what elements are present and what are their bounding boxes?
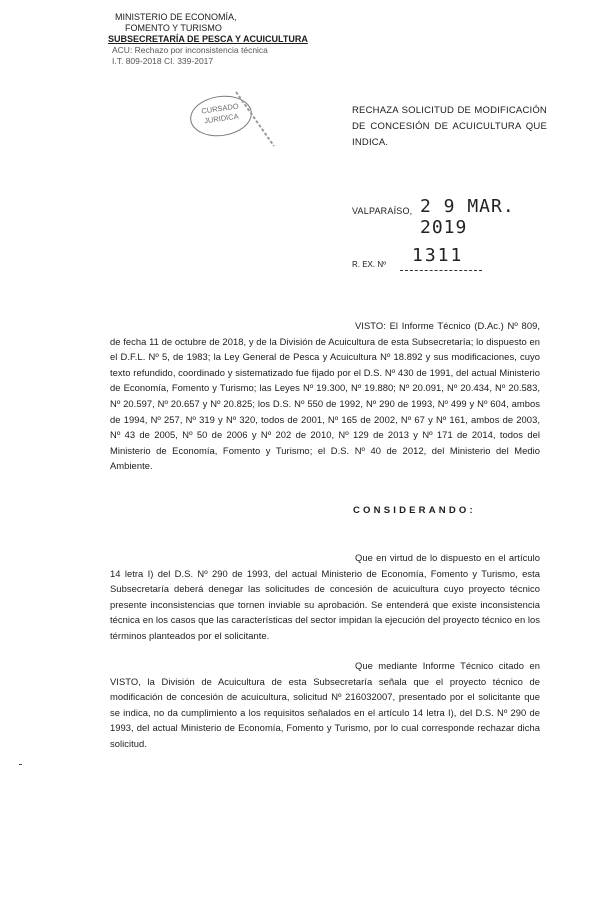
- margin-mark: [19, 764, 22, 765]
- reference-code: I.T. 809-2018 CI. 339-2017: [112, 56, 214, 66]
- considerando-paragraph-1: Que en virtud de lo dispuesto en el artículo 14 letra I) del D.S. Nº 290 de 1993, del actual Ministerio de Economía, Fomento y Turismo, esta Subsecretaría deberá denegar las solicitudes de concesión de acuicultura cuyo proyecto técnico presente inconsistencias que tornen inviable su aprobación. Se entenderá que existe inconsistencia técnica en los casos que las características del sector impidan la ejecución del proyecto técnico en los términos planteados por el solicitante.: [110, 552, 540, 641]
- stamp-line-2: JURIDICA: [203, 111, 240, 126]
- resolution-number: 1311: [412, 245, 464, 266]
- city: VALPARAÍSO,: [352, 206, 413, 216]
- letterhead: [108, 12, 308, 67]
- resolution-summary: RECHAZA SOLICITUD DE MODIFICACIÓN DE CONCESIÓN DE ACUICULTURA QUE INDICA.: [352, 105, 547, 148]
- dateline: [352, 196, 552, 238]
- visto-paragraph: VISTO: El Informe Técnico (D.Ac.) Nº 809, de fecha 11 de octubre de 2018, y de la División de Acuicultura de esta Subsecretaría; lo dispuesto en el D.F.L. Nº 5, de 1983; la Ley General de Pesca y Acuicultura Nº 18.892 y sus modificaciones, cuyo texto refundido, coordinado y sistematizado fue fijado por el D.S. Nº 430 de 1991, del actual Ministerio de Economía, Fomento y Turismo; las Leyes Nº 19.300, Nº 19.880; Nº 20.091, Nº 20.434, Nº 20.583, Nº 20.597, Nº 20.657 y Nº 20.825; los D.S. Nº 550 de 1992, Nº 290 de 1993, Nº 499 y Nº 604, ambos de 1994, Nº 257, Nº 319 y Nº 320, todos de 2001, Nº 165 de 2002, Nº 67 y Nº 161, ambos de 2003, Nº 43 de 2005, Nº 50 de 2006 y Nº 202 de 2010, Nº 129 de 2013 y Nº 171 de 2014, todos del Ministerio de Economía, Fomento y Turismo; el D.S. Nº 40 de 2012, del Ministerio del Medio Ambiente.: [110, 320, 540, 472]
- considerando-heading: CONSIDERANDO:: [353, 505, 476, 516]
- considerando-paragraph-2: Que mediante Informe Técnico citado en VISTO, la División de Acuicultura de esta Subsecretaría señala que el proyecto técnico de modificación de concesión de acuicultura, solicitud Nº 216032007, presentado por el solicitante que se indica, no da cumplimiento a los requisitos señalados en el artículo 14 letra I), del D.S. Nº 290 de 1993, del actual Ministerio de Economía, Fomento y Turismo, por lo cual corresponde rechazar dicha solicitud.: [110, 660, 540, 749]
- resolution-date: 2 9 MAR. 2019: [420, 196, 515, 238]
- resolution-number-label: R. EX. Nº: [352, 260, 387, 269]
- resolution-number-block: [352, 245, 512, 271]
- reference-line: ACU: Rechazo por inconsistencia técnica: [112, 45, 268, 55]
- stamp-line-1: CURSADO: [200, 101, 240, 116]
- ministry-name: MINISTERIO DE ECONOMÍA,: [115, 12, 237, 22]
- ministry-name-line2: FOMENTO Y TURISMO: [125, 23, 222, 33]
- subsecretaria-name: SUBSECRETARÍA DE PESCA Y ACUICULTURA: [108, 34, 308, 44]
- resolution-number-underline: [400, 270, 482, 271]
